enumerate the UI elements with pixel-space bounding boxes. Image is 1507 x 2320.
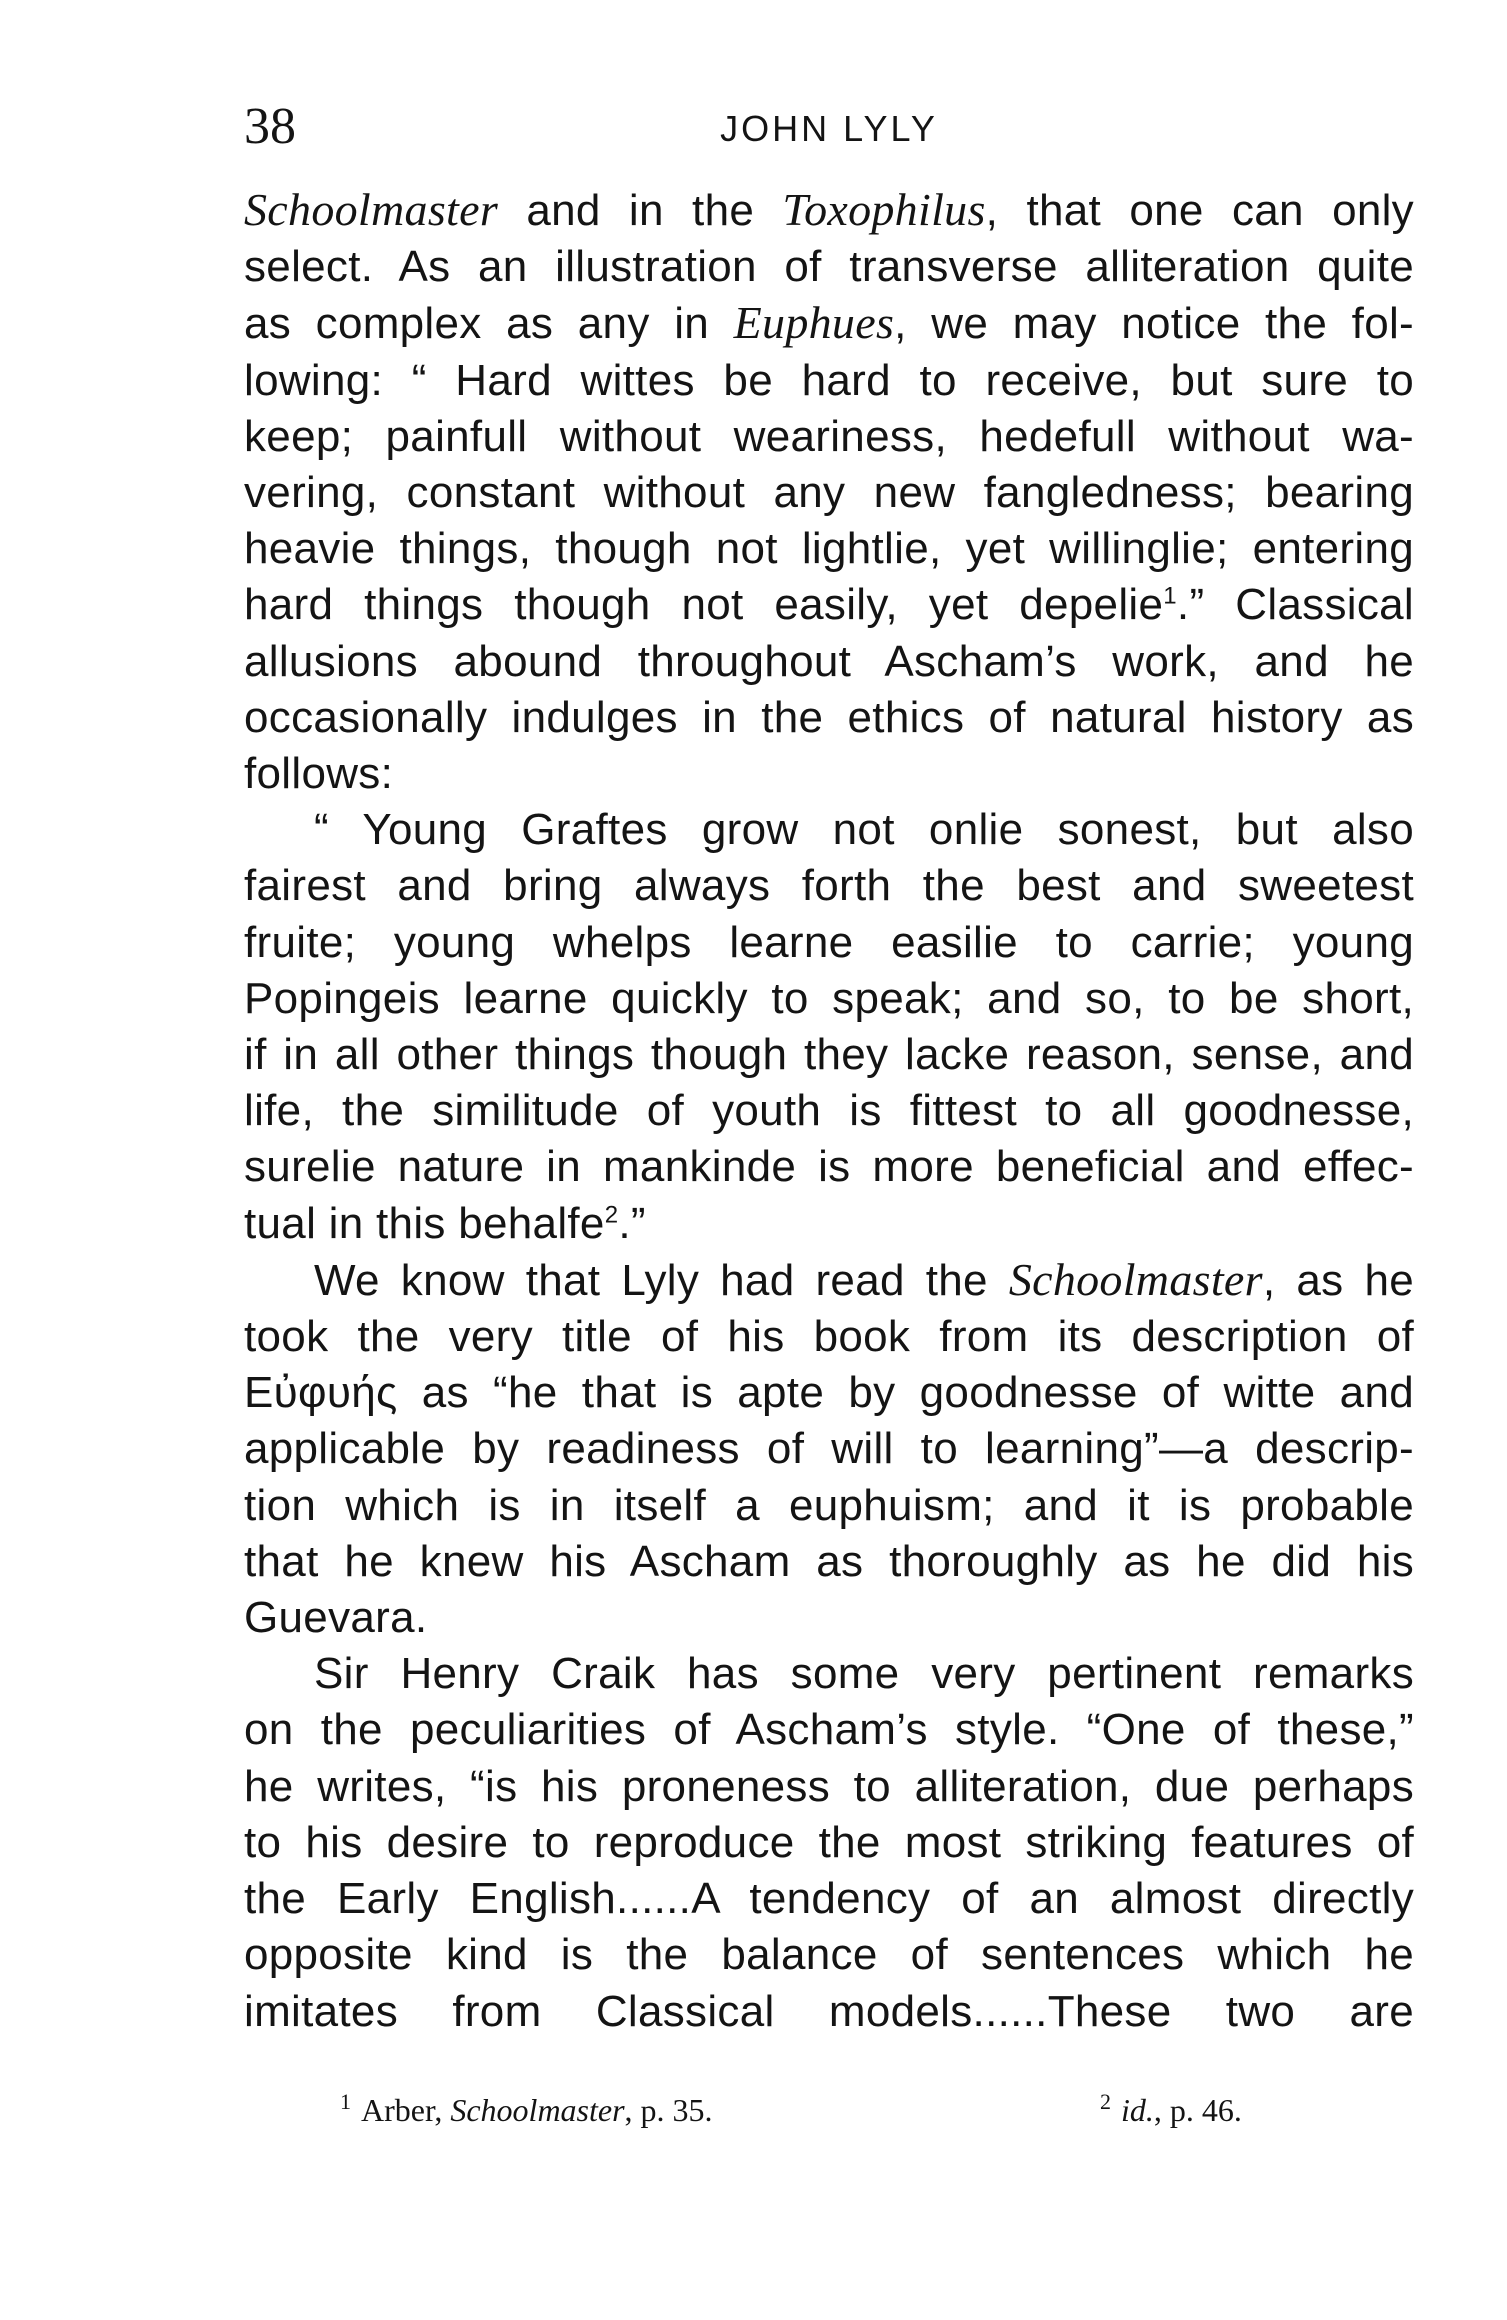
footnote-ref: 1 xyxy=(1163,582,1177,610)
footnotes xyxy=(244,2085,1414,2135)
running-head xyxy=(244,92,1414,162)
text-line: he writes, “is his proneness to alliteration, due perhaps xyxy=(244,1761,1414,1811)
text-line: hard things though not easily, yet depelie$^1$.” Classical xyxy=(244,580,1415,630)
footnote: $^1$ Arber, Schoolmaster, p. 35. xyxy=(340,2089,713,2128)
quote-line: surelie nature in mankinde is more beneficial and effec- xyxy=(244,1142,1414,1192)
body-text xyxy=(244,182,1414,2040)
text-line: lowing: “ Hard wittes be hard to receive, but sure to xyxy=(244,355,1414,405)
quote-line: “ Young Graftes grow not onlie sonest, but also xyxy=(314,805,1414,855)
text-line: Εὐφυής as “he that is apte by goodnesse of witte and xyxy=(244,1368,1414,1418)
text-line: imitates from Classical models......These two are xyxy=(244,1986,1414,2036)
text-line: took the very title of his book from its description of xyxy=(244,1312,1414,1362)
footnote: $^2$ id., p. 46. xyxy=(1100,2089,1242,2128)
text-line: Guevara. xyxy=(244,1593,428,1643)
quote-line: tual in this behalfe$^2$.” xyxy=(244,1198,646,1248)
text-line: keep; painfull without weariness, hedefull without wa- xyxy=(244,411,1414,461)
footnote-ref: 2 xyxy=(604,1201,619,1228)
text-line: the Early English......A tendency of an almost directly xyxy=(244,1874,1414,1924)
text-line: on the peculiarities of Ascham’s style. “One of these,” xyxy=(244,1705,1414,1755)
text-line: Sir Henry Craik has some very pertinent remarks xyxy=(314,1649,1414,1699)
quote-line: life, the similitude of youth is fittest to all goodnesse, xyxy=(244,1086,1414,1136)
text-line: as complex as any in Euphues, we may notice the fol- xyxy=(244,297,1414,349)
text-line: follows: xyxy=(244,749,394,799)
text-line: allusions abound throughout Ascham’s work, and he xyxy=(244,636,1414,686)
page-number: 38 xyxy=(244,98,296,155)
running-title: JOHN LYLY xyxy=(720,108,938,149)
text-line: We know that Lyly had read the Schoolmaster, as he xyxy=(314,1253,1414,1305)
text-line: heavie things, though not lightlie, yet willinglie; entering xyxy=(244,524,1414,574)
text-line: to his desire to reproduce the most striking features of xyxy=(244,1817,1414,1867)
text-line: select. As an illustration of transverse alliteration quite xyxy=(244,242,1414,292)
text-line: opposite kind is the balance of sentences which he xyxy=(244,1930,1414,1980)
quote-line: if in all other things though they lacke reason, sense, and xyxy=(244,1030,1414,1080)
quote-line: Popingeis learne quickly to speak; and so, to be short, xyxy=(244,973,1414,1023)
quote-line: fairest and bring always forth the best and sweetest xyxy=(244,861,1414,911)
text-line: Schoolmaster and in the Toxophilus, that one can only xyxy=(244,184,1414,235)
quote-line: fruite; young whelps learne easilie to carrie; young xyxy=(244,917,1414,967)
text-line: applicable by readiness of will to learning”—a descrip- xyxy=(244,1424,1414,1474)
text-line: that he knew his Ascham as thoroughly as he did his xyxy=(244,1536,1414,1586)
text-line: occasionally indulges in the ethics of natural history as xyxy=(244,692,1414,742)
text-line: vering, constant without any new fangledness; bearing xyxy=(244,468,1414,518)
text-line: tion which is in itself a euphuism; and it is probable xyxy=(244,1480,1414,1530)
